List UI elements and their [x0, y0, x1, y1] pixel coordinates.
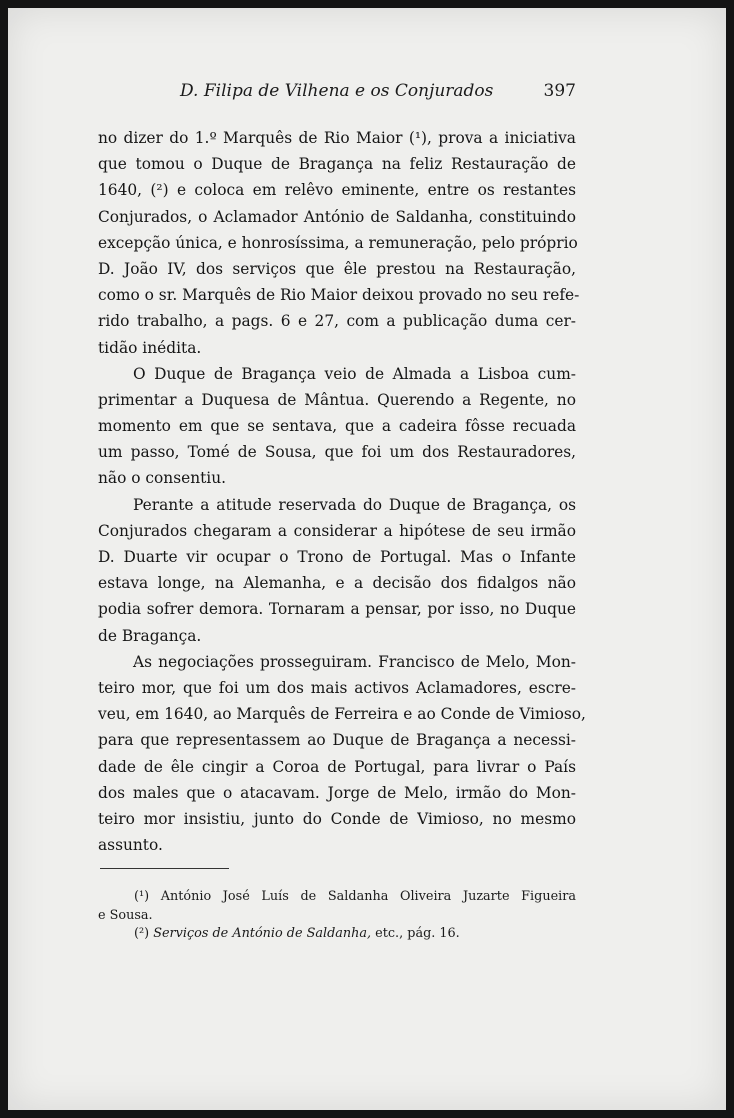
text-line: As negociações prosseguiram. Francisco de Melo, Mon- — [133, 652, 576, 671]
text-line: para que representassem ao Duque de Bragança a necessi- — [98, 731, 576, 750]
footnote-citation-rest: etc., pág. 16. — [371, 926, 460, 941]
text-line: D. Duarte vir ocupar o Trono de Portugal. Mas o Infante — [98, 548, 576, 566]
paragraph-1 — [98, 125, 580, 361]
paragraph-4 — [98, 649, 586, 859]
footnote-text: António José Luís de Saldanha Oliveira Juzarte Figueira — [160, 889, 576, 904]
text-line: Conjurados chegaram a considerar a hipótese de seu irmão — [98, 521, 576, 540]
footnote-citation-title: Serviços de António de Saldanha, — [153, 926, 372, 941]
text-line: assunto. — [98, 836, 163, 855]
text-line: dos males que o atacavam. Jorge de Melo, irmão do Mon- — [98, 783, 576, 802]
text-line: momento em que se sentava, que a cadeira fôsse recuada — [98, 417, 576, 436]
running-head-title: D. Filipa de Vilhena e os Conjurados — [180, 81, 494, 101]
text-line: não o consentiu. — [98, 469, 227, 488]
text-line: veu, em 1640, ao Marquês de Ferreira e ao Conde de Vimioso, — [98, 705, 586, 724]
text-line: rido trabalho, a pags. 6 e 27, com a publicação duma cer- — [98, 312, 576, 331]
text-line: primentar a Duquesa de Mântua. Querendo a Regente, no — [98, 390, 576, 409]
footnote-1 — [98, 888, 576, 925]
running-head — [98, 81, 576, 105]
text-line: podia sofrer demora. Tornaram a pensar, por isso, no Duque — [98, 600, 576, 619]
paragraph-3 — [98, 492, 576, 649]
text-line: Conjurados, o Aclamador António de Saldanha, constituindo — [98, 207, 576, 226]
text-line: um passo, Tomé de Sousa, que foi um dos Restauradores, — [98, 443, 576, 462]
text-line: Perante a atitude reservada do Duque de Bragança, os — [133, 495, 576, 514]
footnote-line — [98, 888, 576, 907]
footnote-line — [98, 925, 576, 944]
text-line: O Duque de Bragança veio de Almada a Lisboa cum- — [133, 364, 576, 383]
text-line: teiro mor, que foi um dos mais activos Aclamadores, escre- — [98, 678, 576, 697]
footnote-line: e Sousa. — [98, 907, 153, 923]
text-line: excepção única, e honrosíssima, a remuneração, pelo próprio — [98, 233, 578, 252]
text-line: no dizer do 1.º Marquês de Rio Maior (¹), prova a iniciativa — [98, 129, 576, 147]
text-line: que tomou o Duque de Bragança na feliz Restauração de — [98, 155, 576, 174]
footnote-2 — [98, 925, 576, 944]
text-line: dade de êle cingir a Coroa de Portugal, para livrar o País — [98, 757, 576, 776]
body-text — [98, 125, 586, 858]
text-line: tidão inédita. — [98, 338, 202, 357]
paragraph-2 — [98, 361, 576, 492]
footnote-rule — [100, 868, 229, 869]
text-line: teiro mor insistiu, junto do Conde de Vimioso, no mesmo — [98, 809, 576, 828]
footnote-marker: (²) — [134, 926, 150, 941]
book-page — [8, 8, 726, 1110]
text-line: 1640, (²) e coloca em relêvo eminente, entre os restantes — [98, 181, 576, 200]
footnotes — [98, 888, 576, 944]
text-line: estava longe, na Alemanha, e a decisão dos fidalgos não — [98, 574, 576, 593]
text-line: como o sr. Marquês de Rio Maior deixou provado no seu refe- — [98, 286, 580, 305]
text-line: de Bragança. — [98, 626, 202, 645]
footnote-marker: (¹) — [134, 889, 150, 904]
page-number: 397 — [543, 81, 576, 101]
text-line: D. João IV, dos serviços que êle prestou na Restauração, — [98, 259, 576, 278]
